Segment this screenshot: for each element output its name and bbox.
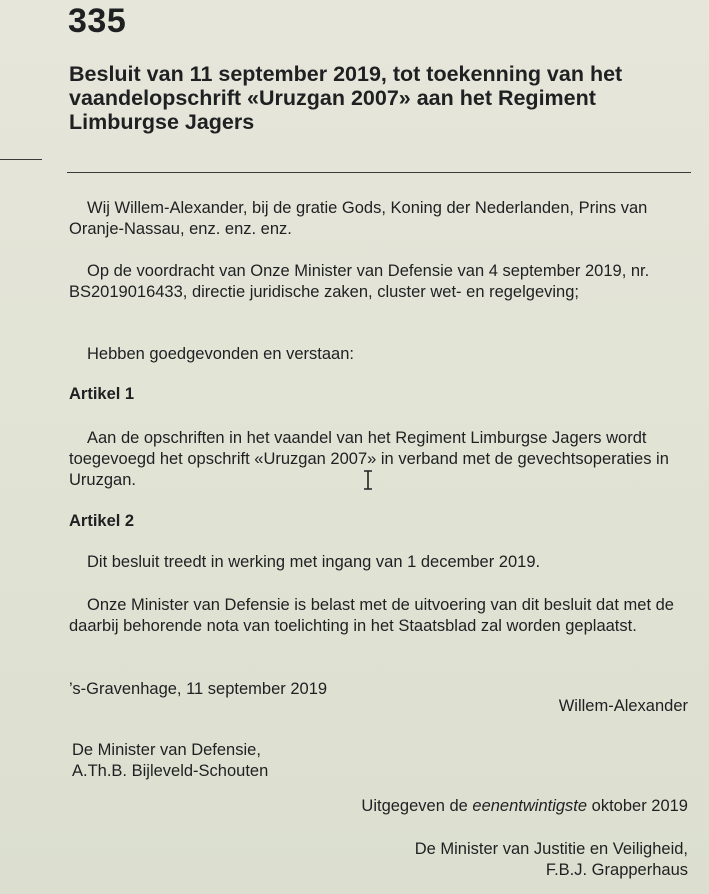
decree-number: 335 [68,2,127,40]
execution-clause: Onze Minister van Defensie is belast met de uitvoering van dit besluit dat met de daarbij behorende nota van toelichting in het Staatsblad zal worden geplaatst. [69,596,674,635]
article-2-text: Dit besluit treedt in werking met ingang van 1 december 2019. [87,553,541,571]
defense-minister-block [72,740,268,782]
text-cursor-icon [363,470,373,490]
defense-minister-title: De Minister van Defensie, [72,741,261,759]
issued-suffix: oktober 2019 [587,797,688,815]
article-1-text: Aan de opschriften in het vaandel van het Regiment Limburgse Jagers wordt toegevoegd het opschrift «Uruzgan 2007» in verband met de gevechtsoperaties in Uruzgan. [69,429,669,489]
issued-day: eenentwintigste [472,797,588,815]
issued-date [361,796,688,817]
issued-prefix: Uitgegeven de [361,797,473,815]
king-signature: Willem-Alexander [558,697,688,715]
article-1-heading: Artikel 1 [69,385,135,403]
justice-minister-name: F.B.J. Grapperhaus [545,861,688,879]
defense-minister-name: A.Th.B. Bijleveld-Schouten [72,762,269,780]
justice-minister-title: De Minister van Justitie en Veiligheid, [414,840,688,858]
margin-rule [0,159,42,160]
paragraph-recommendation: Op de voordracht van Onze Minister van Defensie van 4 september 2019, nr. BS2019016433, directie juridische zaken, cluster wet- en regelgeving; [69,262,650,301]
justice-minister-block [415,839,688,881]
place-date: ’s-Gravenhage, 11 september 2019 [69,680,328,698]
paragraph-resolution: Hebben goedgevonden en verstaan: [87,345,354,363]
decree-title: Besluit van 11 september 2019, tot toekenning van het vaandelopschrift «Uruzgan 2007» aan het Regiment Limburgse Jagers [69,62,623,134]
paragraph-preamble: Wij Willem-Alexander, bij de gratie Gods, Koning der Nederlanden, Prins van Oranje-Nassau, enz. enz. enz. [69,199,648,238]
title-rule [67,172,691,173]
article-2-heading: Artikel 2 [69,512,135,530]
